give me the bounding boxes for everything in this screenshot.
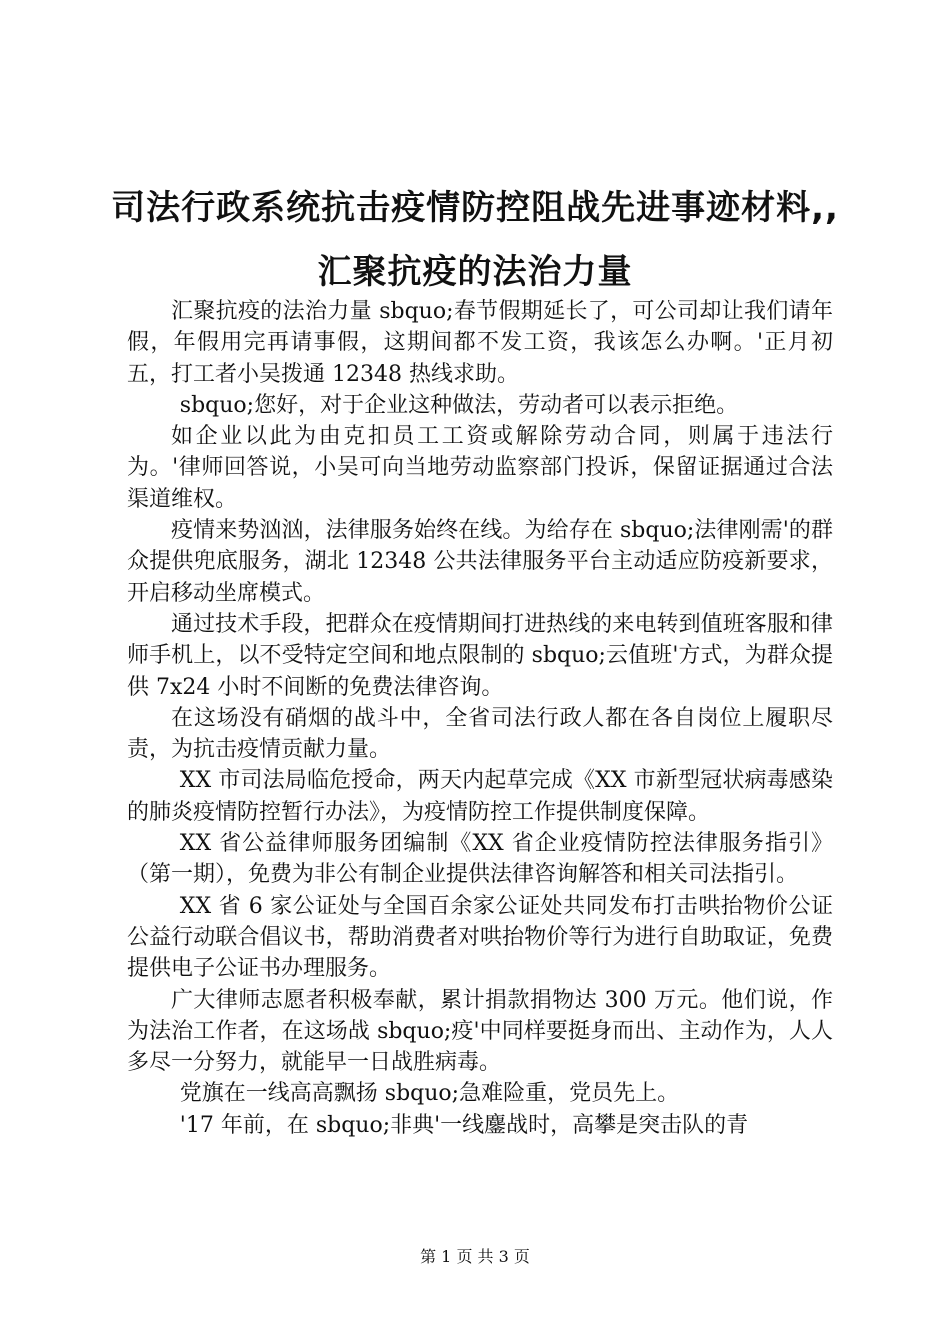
paragraph: XX 省公益律师服务团编制《XX 省企业疫情防控法律服务指引》（第一期），免费为非公有制企业提供法律咨询解答和相关司法指引。: [127, 831, 833, 888]
paragraph: 通过技术手段，把群众在疫情期间打进热线的来电转到值班客服和律师手机上，以不受特定空间和地点限制的 sbquo;云值班'方式，为群众提供 7x24 小时不间断的免费法律咨询。: [127, 611, 833, 700]
paragraph: XX 省 6 家公证处与全国百余家公证处共同发布打击哄抬物价公证公益行动联合倡议书，帮助消费者对哄抬物价等行为进行自助取证，免费提供电子公证书办理服务。: [127, 893, 833, 982]
paragraph: XX 市司法局临危授命，两天内起草完成《XX 市新型冠状病毒感染的肺炎疫情防控暂行办法》，为疫情防控工作提供制度保障。: [127, 768, 833, 825]
paragraph: sbquo;您好，对于企业这种做法，劳动者可以表示拒绝。: [179, 392, 739, 418]
paragraph: 汇聚抗疫的法治力量 sbquo;春节假期延长了，可公司却让我们请年假，年假用完再请事假，这期间都不发工资，我该怎么办啊。'正月初五，打工者小吴拨通 12348 热线求助。: [127, 299, 833, 387]
paragraph: 在这场没有硝烟的战斗中，全省司法行政人都在各自岗位上履职尽责，为抗击疫情贡献力量。: [127, 705, 833, 763]
page-number-footer: 第 1 页 共 3 页: [420, 1247, 530, 1266]
paragraph: 广大律师志愿者积极奉献，累计捐款捐物达 300 万元。他们说，作为法治工作者，在这场战 sbquo;疫'中同样要挺身而出、主动作为，人人多尽一分努力，就能早一日战胜病毒。: [127, 987, 833, 1076]
document-body: [127, 296, 833, 1141]
paragraph: '17 年前，在 sbquo;非典'一线鏖战时，高攀是突击队的青: [179, 1112, 749, 1138]
paragraph: 如企业以此为由克扣员工工资或解除劳动合同，则属于违法行为。'律师回答说，小吴可向当地劳动监察部门投诉，保留证据通过合法渠道维权。: [127, 424, 833, 512]
paragraph: 疫情来势汹汹，法律服务始终在线。为给存在 sbquo;法律刚需'的群众提供兜底服务，湖北 12348 公共法律服务平台主动适应防疫新要求，开启移动坐席模式。: [127, 518, 833, 606]
document-title: 司法行政系统抗击疫情防控阻战先进事迹材料,,汇聚抗疫的法治力量: [111, 188, 839, 292]
paragraph: 党旗在一线高高飘扬 sbquo;急难险重，党员先上。: [179, 1081, 680, 1107]
